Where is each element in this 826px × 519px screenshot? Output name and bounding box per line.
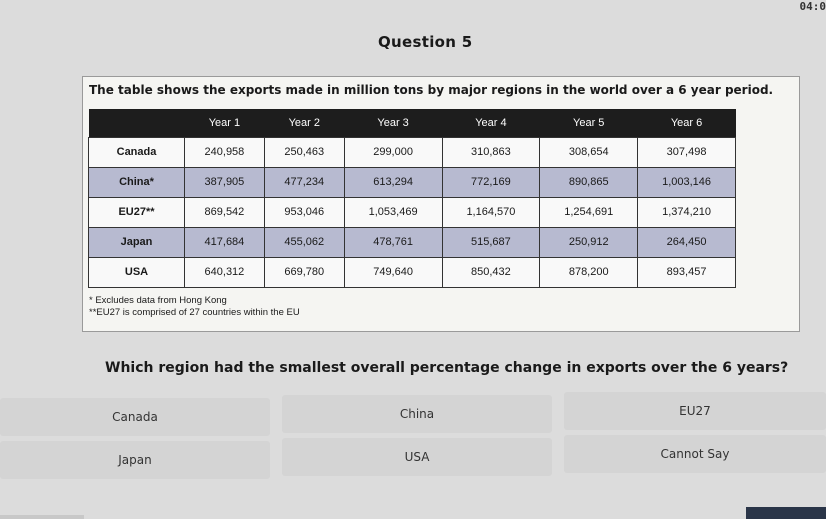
table-row xyxy=(89,257,736,287)
question-prompt: Which region had the smallest overall percentage change in exports over the 6 years? xyxy=(105,360,789,376)
option-canada[interactable]: Canada xyxy=(0,398,270,436)
value-cell: 1,003,146 xyxy=(638,167,736,197)
region-cell: Canada xyxy=(89,137,185,167)
footnote: **EU27 is comprised of 27 countries within the EU xyxy=(89,307,300,318)
table-row xyxy=(89,197,736,227)
value-cell: 669,780 xyxy=(264,257,344,287)
value-cell: 749,640 xyxy=(344,257,442,287)
value-cell: 640,312 xyxy=(185,257,265,287)
option-cannot-say[interactable]: Cannot Say xyxy=(564,435,826,473)
header-cell: Year 4 xyxy=(442,109,540,137)
table-row xyxy=(89,227,736,257)
value-cell: 850,432 xyxy=(442,257,540,287)
value-cell: 387,905 xyxy=(185,167,265,197)
value-cell: 953,046 xyxy=(264,197,344,227)
value-cell: 478,761 xyxy=(344,227,442,257)
value-cell: 613,294 xyxy=(344,167,442,197)
value-cell: 515,687 xyxy=(442,227,540,257)
value-cell: 299,000 xyxy=(344,137,442,167)
header-cell: Year 1 xyxy=(185,109,265,137)
option-japan[interactable]: Japan xyxy=(0,441,270,479)
option-usa[interactable]: USA xyxy=(282,438,552,476)
header-cell: Year 6 xyxy=(638,109,736,137)
value-cell: 477,234 xyxy=(264,167,344,197)
value-cell: 869,542 xyxy=(185,197,265,227)
region-cell: USA xyxy=(89,257,185,287)
value-cell: 1,164,570 xyxy=(442,197,540,227)
table-intro: The table shows the exports made in million tons by major regions in the world over a 6 year period. xyxy=(89,83,774,97)
header-cell: Year 5 xyxy=(540,109,638,137)
value-cell: 878,200 xyxy=(540,257,638,287)
value-cell: 1,374,210 xyxy=(638,197,736,227)
data-figure xyxy=(82,76,800,332)
region-cell: EU27** xyxy=(89,197,185,227)
value-cell: 250,912 xyxy=(540,227,638,257)
value-cell: 307,498 xyxy=(638,137,736,167)
bottom-divider xyxy=(0,515,84,519)
header-cell xyxy=(89,109,185,137)
table-row xyxy=(89,137,736,167)
value-cell: 772,169 xyxy=(442,167,540,197)
header-cell: Year 2 xyxy=(264,109,344,137)
value-cell: 1,053,469 xyxy=(344,197,442,227)
option-eu27[interactable]: EU27 xyxy=(564,392,826,430)
value-cell: 308,654 xyxy=(540,137,638,167)
value-cell: 455,062 xyxy=(264,227,344,257)
value-cell: 890,865 xyxy=(540,167,638,197)
header-cell: Year 3 xyxy=(344,109,442,137)
region-cell: Japan xyxy=(89,227,185,257)
option-china[interactable]: China xyxy=(282,395,552,433)
next-button-edge[interactable] xyxy=(746,507,826,519)
value-cell: 264,450 xyxy=(638,227,736,257)
value-cell: 250,463 xyxy=(264,137,344,167)
question-title: Question 5 xyxy=(378,33,473,51)
value-cell: 240,958 xyxy=(185,137,265,167)
footnote: * Excludes data from Hong Kong xyxy=(89,295,227,306)
value-cell: 417,684 xyxy=(185,227,265,257)
timer: 04:0 xyxy=(799,0,826,13)
value-cell: 1,254,691 xyxy=(540,197,638,227)
value-cell: 893,457 xyxy=(638,257,736,287)
exports-table xyxy=(88,109,736,288)
region-cell: China* xyxy=(89,167,185,197)
table-row xyxy=(89,167,736,197)
value-cell: 310,863 xyxy=(442,137,540,167)
table-footnotes xyxy=(89,295,300,319)
table-header-row xyxy=(89,109,736,137)
